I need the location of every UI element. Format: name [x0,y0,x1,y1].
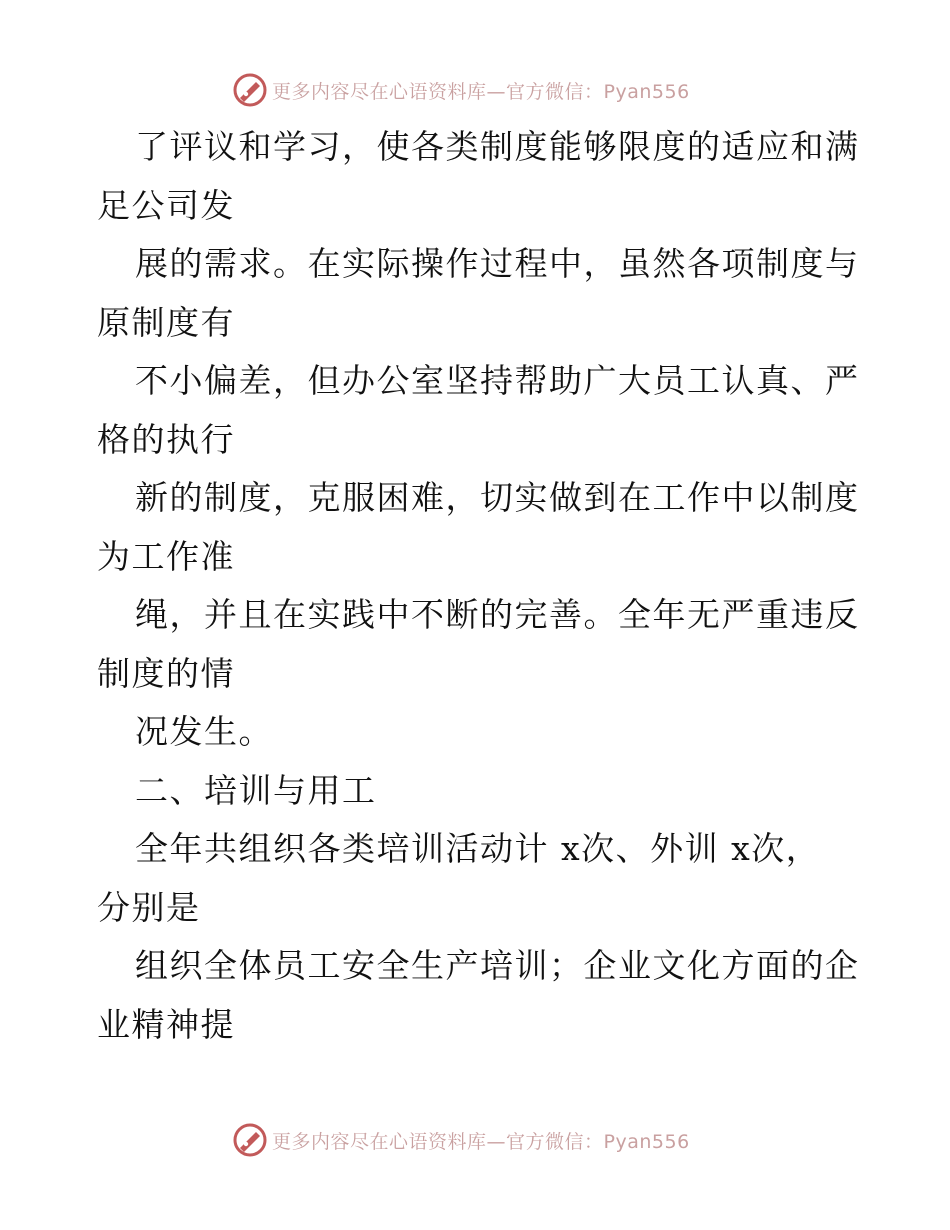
document-body [97,118,860,1054]
pen-logo-icon [232,72,268,108]
text-line: 不小偏差，但办公室坚持帮助广大员工认真、严 [135,361,860,400]
pen-logo-icon [232,1122,268,1158]
text-line: 原制度有 [97,302,235,342]
section-heading: 二、培训与用工 [135,770,377,810]
text-line: 组织全体员工安全生产培训；企业文化方面的企 [135,946,860,985]
footer-watermark [232,1120,690,1160]
text-line: 足公司发 [97,185,235,225]
text-line: 为工作准 [97,536,235,576]
header-text: 更多内容尽在心语资料库—官方微信：Pyan556 [272,80,690,103]
text-line: 格的执行 [97,419,235,459]
text-line: 业精神提 [97,1004,235,1044]
text-line: 制度的情 [97,653,235,693]
text-line: 新的制度，克服困难，切实做到在工作中以制度 [135,478,860,517]
text-line: 绳，并且在实践中不断的完善。全年无严重违反 [135,595,860,634]
text-line: 展的需求。在实际操作过程中，虽然各项制度与 [135,244,860,283]
text-line: 全年共组织各类培训活动计 x次、外训 x次， [135,829,821,868]
text-line: 分别是 [97,887,201,927]
header-watermark [232,70,690,110]
text-line: 了评议和学习，使各类制度能够限度的适应和满 [135,127,860,166]
footer-text: 更多内容尽在心语资料库—官方微信：Pyan556 [272,1130,690,1153]
text-line: 况发生。 [135,712,273,751]
